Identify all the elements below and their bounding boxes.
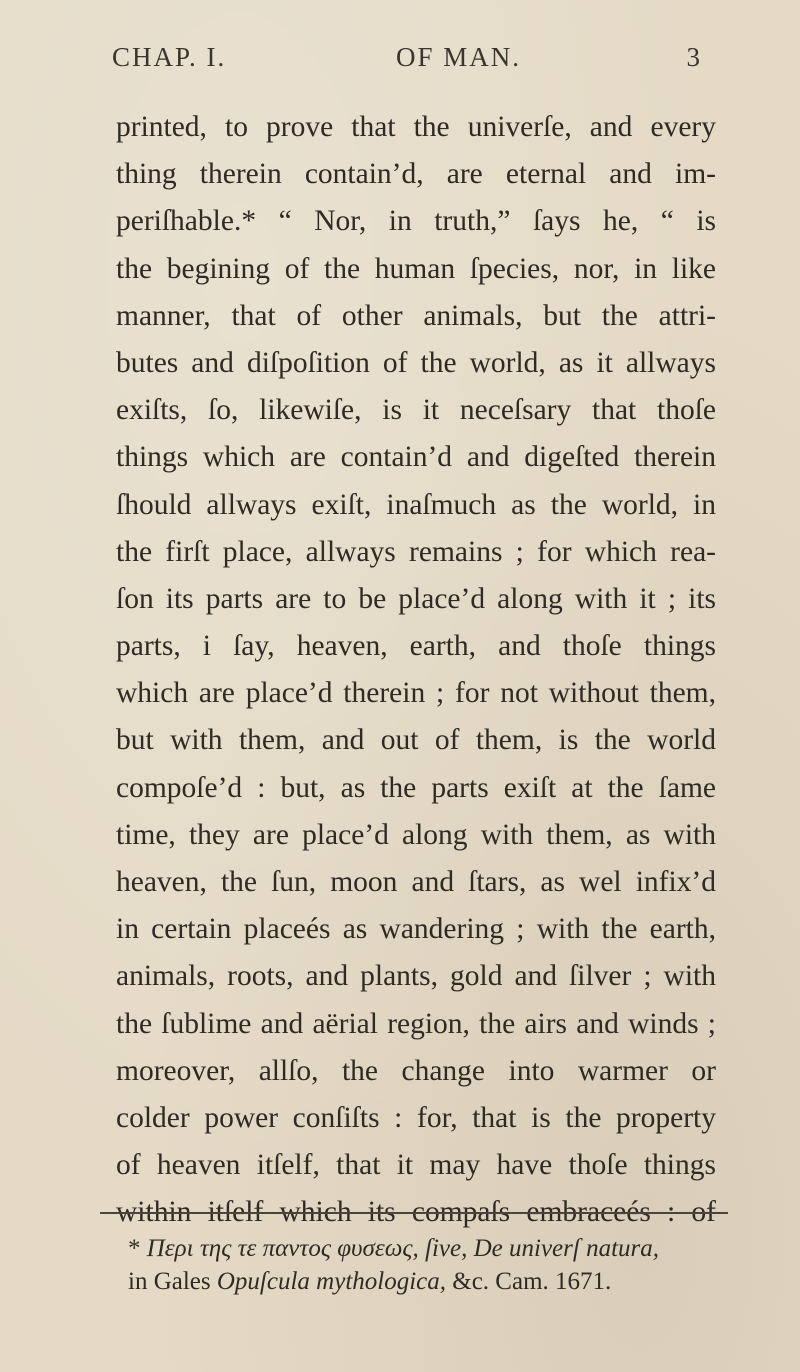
text-line: manner, that of other animals, but the attri-	[116, 299, 716, 332]
text-line: time, they are place’d along with them, as with	[116, 818, 716, 851]
text-line: in certain placeés as wandering ; with the earth,	[116, 913, 716, 946]
text-line: the firſt place, allways remains ; for which rea-	[116, 535, 716, 568]
text-line: heaven, the ſun, moon and ſtars, as wel infix’d	[116, 866, 716, 898]
text-line: ſon its parts are to be place’d along with it ; its	[116, 582, 716, 615]
footnote-marker: *	[128, 1235, 141, 1262]
text-line: within itſelf which its compaſs embraceés : of	[116, 1196, 716, 1229]
footnote-in: in Gales	[128, 1268, 211, 1295]
text-line: colder power conſiſts : for, that is the property	[116, 1101, 716, 1134]
text-line: the begining of the human ſpecies, nor, in like	[116, 252, 716, 285]
chapter-label: CHAP. I.	[112, 42, 227, 72]
footnote-citation: &c. Cam. 1671.	[452, 1268, 612, 1295]
running-header	[112, 42, 702, 82]
body-text	[116, 104, 716, 1237]
page-number: 3	[686, 42, 702, 72]
text-line: of heaven itſelf, that it may have thoſe things	[116, 1149, 716, 1182]
text-line: animals, roots, and plants, gold and ſilver ; with	[116, 960, 716, 993]
text-line: periſhable.* “ Nor, in truth,” ſays he, “ is	[116, 205, 716, 238]
text-line: printed, to prove that the univerſe, and every	[116, 111, 716, 143]
footnote	[128, 1232, 728, 1298]
footnote-work-title: Opuſcula mythologica,	[216, 1268, 447, 1295]
text-line: butes and diſpoſition of the world, as it allways	[116, 346, 716, 379]
text-line: exiſts, ſo, likewiſe, is it neceſsary that thoſe	[116, 394, 716, 427]
footnote-rule	[100, 1212, 728, 1214]
footnote-greek-title: Περι της τε παντος φυσεως,	[146, 1235, 419, 1262]
text-line: but with them, and out of them, is the world	[116, 724, 716, 757]
footnote-line-2	[128, 1265, 728, 1298]
footnote-line-1	[128, 1232, 728, 1265]
running-title: OF MAN.	[396, 42, 522, 72]
text-line: moreover, allſo, the change into warmer or	[116, 1054, 716, 1087]
text-line: the ſublime and aërial region, the airs and winds ;	[116, 1007, 716, 1040]
text-line: things which are contain’d and digeſted therein	[116, 441, 716, 474]
text-line: compoſe’d : but, as the parts exiſt at the ſame	[116, 771, 716, 804]
text-line: ſhould allways exiſt, inaſmuch as the world, in	[116, 488, 716, 521]
footnote-latin-title: ſive, De univerſ natura,	[425, 1235, 659, 1262]
text-line: parts, i ſay, heaven, earth, and thoſe things	[116, 630, 716, 663]
text-line: which are place’d therein ; for not without them,	[116, 677, 716, 710]
text-line: thing therein contain’d, are eternal and im-	[116, 158, 716, 191]
